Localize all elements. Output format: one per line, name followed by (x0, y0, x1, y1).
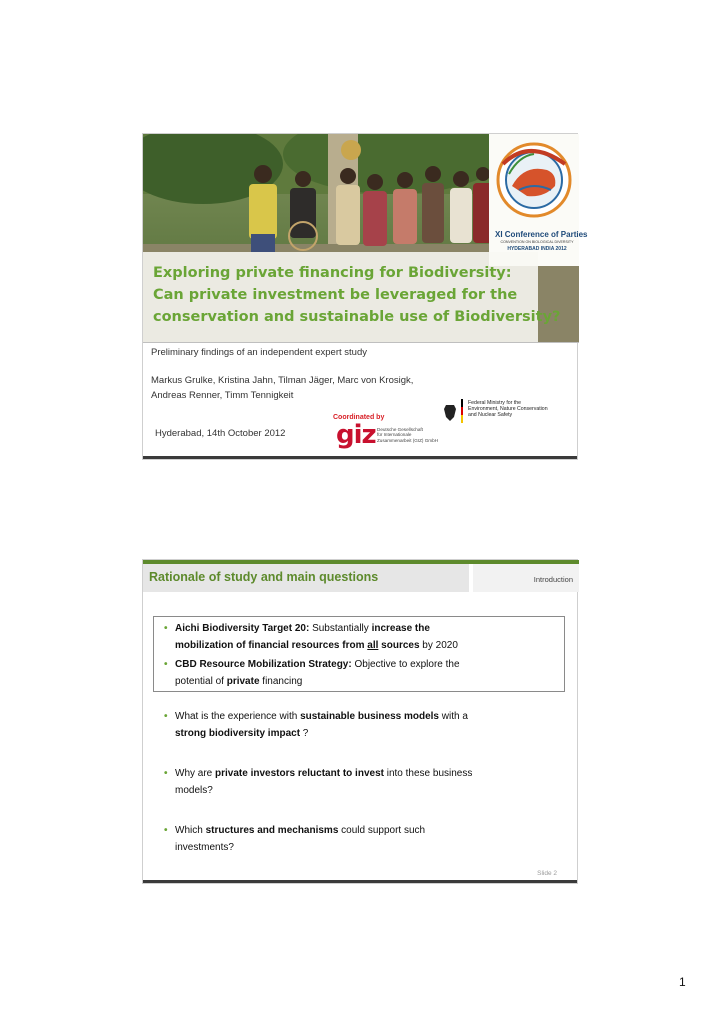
authors-line: Andreas Renner, Timm Tennigkeit (151, 389, 294, 401)
slide-bottom-bar (143, 456, 577, 459)
section-label: Introduction (533, 575, 573, 584)
title-line: conservation and sustainable use of Biodiversity? (153, 309, 561, 325)
giz-logo: giz (336, 420, 376, 450)
bullet-dot: • (164, 623, 168, 634)
slide-number: Slide 2 (537, 870, 557, 877)
slide-bottom-bar (143, 880, 577, 883)
title-line: Can private investment be leveraged for the (153, 287, 518, 303)
ministry-line: and Nuclear Safety (468, 412, 513, 418)
title-slide (142, 133, 588, 460)
slide-title (153, 262, 561, 328)
ministry-line: Environment, Nature Conservation (468, 406, 548, 412)
giz-line: für Internationale (377, 432, 412, 438)
bullet-dot: • (164, 768, 168, 779)
title-line: Exploring private financing for Biodiversity: (153, 265, 512, 281)
bullet-structures: • Which structures and mechanisms could support such investments? (175, 822, 425, 856)
giz-name (377, 427, 438, 443)
cop-subtitle: CONVENTION ON BIOLOGICAL DIVERSITY (500, 240, 574, 244)
coordinated-by: Coordinated by (333, 414, 385, 421)
authors-line: Markus Grulke, Kristina Jahn, Tilman Jäger, Marc von Krosigk, (151, 375, 414, 386)
bullet-experience: • What is the experience with sustainable business models with a strong biodiversity impact ? (175, 708, 468, 742)
giz-line: Zusammenarbeit (GIZ) GmbH (377, 437, 439, 443)
slide-subtitle: Preliminary findings of an independent expert study (151, 347, 367, 358)
bullet-dot: • (164, 711, 168, 722)
bullet-cbd: • CBD Resource Mobilization Strategy: Objective to explore the potential of private financing (175, 656, 460, 690)
cop-title: XI Conference of Parties (495, 230, 588, 239)
ministry-name (468, 400, 548, 418)
bullet-dot: • (164, 659, 168, 670)
place-date: Hyderabad, 14th October 2012 (155, 428, 286, 439)
bullet-aichi: • Aichi Biodiversity Target 20: Substantially increase the mobilization of financial resources from all sources by 2020 (175, 620, 458, 654)
authors (151, 374, 481, 403)
ministry-line: Federal Ministry for the (468, 400, 522, 406)
slide-title: Rationale of study and main questions (149, 570, 379, 584)
content-slide (142, 559, 578, 884)
giz-line: Deutsche Gesellschaft (377, 427, 423, 432)
section-tab (473, 564, 579, 592)
cop-location: HYDERABAD INDIA 2012 (507, 246, 567, 252)
divider (143, 342, 579, 343)
page-number: 1 (679, 975, 686, 989)
bullet-dot: • (164, 825, 168, 836)
bullet-investors: • Why are private investors reluctant to invest into these business models? (175, 765, 472, 799)
